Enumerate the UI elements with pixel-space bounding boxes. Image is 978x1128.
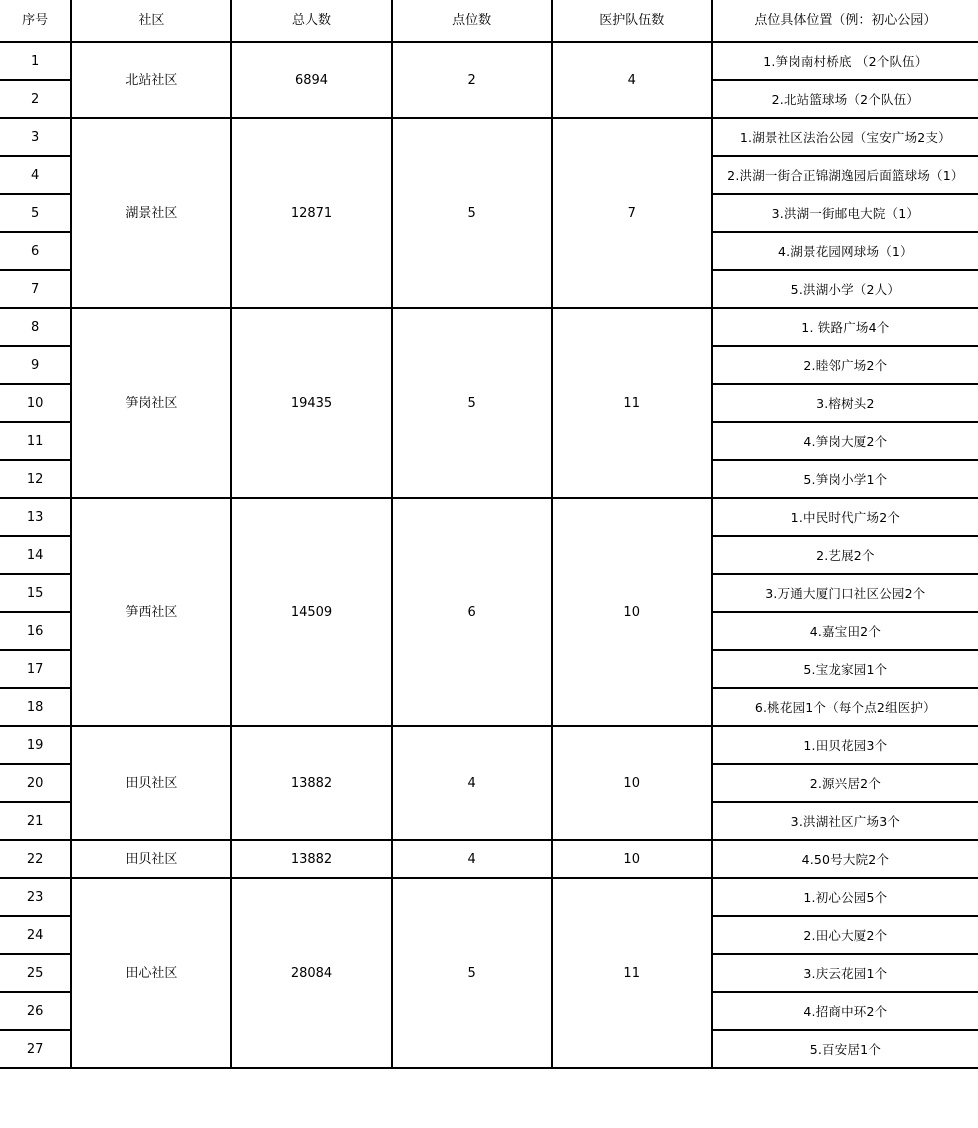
row-index: 26 (0, 992, 71, 1030)
medical-cell: 10 (552, 498, 712, 726)
table-row (0, 498, 978, 536)
medical-cell: 10 (552, 840, 712, 878)
location-cell: 4.50号大院2个 (712, 840, 978, 878)
row-index: 16 (0, 612, 71, 650)
medical-cell: 4 (552, 42, 712, 118)
points-cell: 6 (392, 498, 552, 726)
row-index: 20 (0, 764, 71, 802)
location-cell: 4.嘉宝田2个 (712, 612, 978, 650)
points-cell: 4 (392, 840, 552, 878)
row-index: 21 (0, 802, 71, 840)
medical-cell: 10 (552, 726, 712, 840)
location-cell: 1.初心公园5个 (712, 878, 978, 916)
row-index: 4 (0, 156, 71, 194)
row-index: 27 (0, 1030, 71, 1068)
location-cell: 1.田贝花园3个 (712, 726, 978, 764)
location-cell: 1. 铁路广场4个 (712, 308, 978, 346)
header-medical: 医护队伍数 (552, 0, 712, 42)
row-index: 19 (0, 726, 71, 764)
header-row (0, 0, 978, 42)
location-cell: 2.北站篮球场（2个队伍） (712, 80, 978, 118)
location-cell: 6.桃花园1个（每个点2组医护） (712, 688, 978, 726)
row-index: 11 (0, 422, 71, 460)
row-index: 1 (0, 42, 71, 80)
row-index: 25 (0, 954, 71, 992)
location-cell: 2.睦邻广场2个 (712, 346, 978, 384)
total-cell: 14509 (231, 498, 391, 726)
location-cell: 3.洪湖社区广场3个 (712, 802, 978, 840)
location-cell: 2.洪湖一街合正锦湖逸园后面篮球场（1） (712, 156, 978, 194)
community-cell: 笋西社区 (71, 498, 231, 726)
community-cell: 笋岗社区 (71, 308, 231, 498)
total-cell: 13882 (231, 840, 391, 878)
header-index: 序号 (0, 0, 71, 42)
points-cell: 5 (392, 878, 552, 1068)
location-cell: 3.万通大厦门口社区公园2个 (712, 574, 978, 612)
medical-cell: 11 (552, 878, 712, 1068)
header-points: 点位数 (392, 0, 552, 42)
total-cell: 6894 (231, 42, 391, 118)
location-cell: 1.笋岗南村桥底 （2个队伍） (712, 42, 978, 80)
community-cell: 田贝社区 (71, 726, 231, 840)
row-index: 6 (0, 232, 71, 270)
location-cell: 4.笋岗大厦2个 (712, 422, 978, 460)
points-cell: 5 (392, 308, 552, 498)
row-index: 3 (0, 118, 71, 156)
points-cell: 2 (392, 42, 552, 118)
community-cell: 湖景社区 (71, 118, 231, 308)
row-index: 7 (0, 270, 71, 308)
row-index: 18 (0, 688, 71, 726)
points-cell: 4 (392, 726, 552, 840)
location-cell: 4.湖景花园网球场（1） (712, 232, 978, 270)
community-cell: 田心社区 (71, 878, 231, 1068)
location-cell: 3.榕树头2 (712, 384, 978, 422)
location-cell: 2.田心大厦2个 (712, 916, 978, 954)
table-row (0, 42, 978, 80)
row-index: 14 (0, 536, 71, 574)
header-community: 社区 (71, 0, 231, 42)
medical-cell: 7 (552, 118, 712, 308)
location-cell: 5.笋岗小学1个 (712, 460, 978, 498)
row-index: 17 (0, 650, 71, 688)
total-cell: 19435 (231, 308, 391, 498)
location-cell: 5.百安居1个 (712, 1030, 978, 1068)
location-cell: 3.洪湖一街邮电大院（1） (712, 194, 978, 232)
row-index: 15 (0, 574, 71, 612)
location-cell: 5.洪湖小学（2人） (712, 270, 978, 308)
header-locations: 点位具体位置（例：初心公园） (712, 0, 978, 42)
location-cell: 1.湖景社区法治公园（宝安广场2支） (712, 118, 978, 156)
table-row (0, 308, 978, 346)
row-index: 2 (0, 80, 71, 118)
location-cell: 2.源兴居2个 (712, 764, 978, 802)
total-cell: 12871 (231, 118, 391, 308)
table-row (0, 878, 978, 916)
row-index: 12 (0, 460, 71, 498)
row-index: 9 (0, 346, 71, 384)
table-row (0, 726, 978, 764)
community-cell: 田贝社区 (71, 840, 231, 878)
table-row (0, 840, 978, 878)
row-index: 5 (0, 194, 71, 232)
community-cell: 北站社区 (71, 42, 231, 118)
header-total: 总人数 (231, 0, 391, 42)
location-cell: 5.宝龙家园1个 (712, 650, 978, 688)
row-index: 23 (0, 878, 71, 916)
row-index: 13 (0, 498, 71, 536)
row-index: 24 (0, 916, 71, 954)
location-cell: 1.中民时代广场2个 (712, 498, 978, 536)
row-index: 10 (0, 384, 71, 422)
points-cell: 5 (392, 118, 552, 308)
total-cell: 13882 (231, 726, 391, 840)
total-cell: 28084 (231, 878, 391, 1068)
medical-cell: 11 (552, 308, 712, 498)
table-body (0, 42, 978, 1068)
row-index: 8 (0, 308, 71, 346)
row-index: 22 (0, 840, 71, 878)
location-cell: 2.艺展2个 (712, 536, 978, 574)
location-cell: 4.招商中环2个 (712, 992, 978, 1030)
location-cell: 3.庆云花园1个 (712, 954, 978, 992)
table-row (0, 118, 978, 156)
